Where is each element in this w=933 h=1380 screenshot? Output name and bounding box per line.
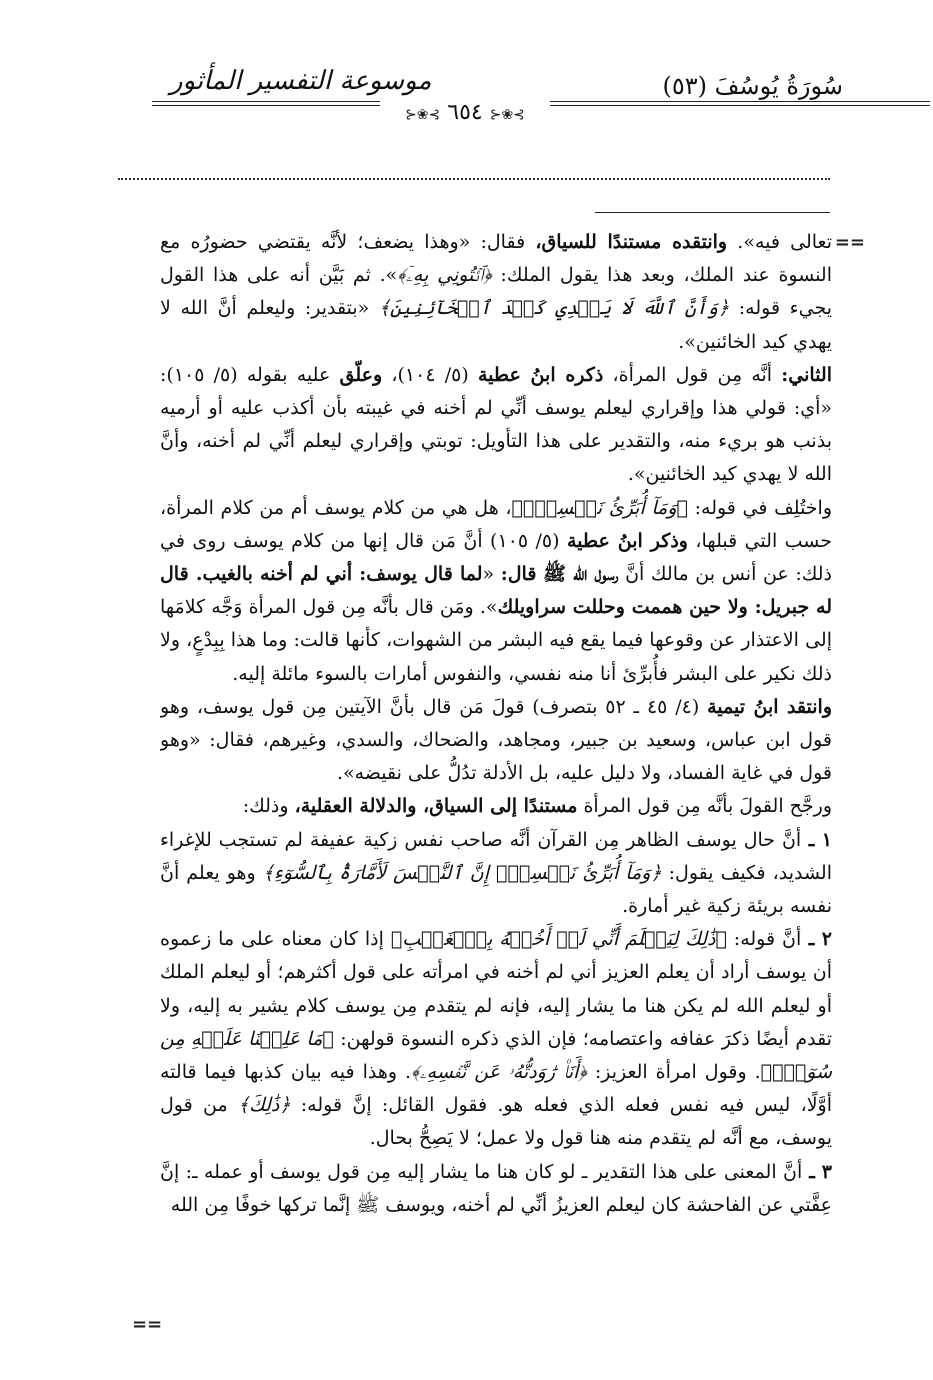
paragraph — [160, 359, 832, 492]
text-run: ». ثم بَيَّن أنه على هذا القول يجيء قوله: — [160, 264, 832, 320]
quran-quote: ﴿ذَٰلِكَ﴾ — [237, 1094, 291, 1117]
book-title: موسوعة التفسير المأثور — [170, 66, 432, 96]
text-run: ، هل هي من كلام يوسف أم من كلام المرأة، حسب التي قبلها، — [160, 496, 832, 552]
bold-text: وعلّق — [339, 363, 383, 386]
quran-quote: ﴿ذَٰلِكَ لِيَعۡلَمَ أَنِّي لَمۡ أَخُنۡهُ بِٱلۡغَيۡبِ﴾ — [390, 928, 727, 951]
text-run: . وهذا فيه بيان كذبها فيما قالته أوَّلًا، ليس فيه نفس فعله الذي فعله هو. فقول القائل: إنَّ قوله: — [160, 1061, 832, 1117]
dotted-separator — [118, 160, 830, 180]
text-run: وهو يعلم أنَّ نفسه بريئة زكية غير أمارة. — [160, 861, 832, 918]
page-header — [0, 0, 933, 140]
text-run: (٥/ ١٠٤)، — [382, 363, 478, 386]
paragraph — [160, 923, 832, 1155]
bold-text: ذكره ابنُ عطية — [477, 363, 604, 386]
page-number-box — [380, 99, 550, 127]
bold-text: وانتقده مستندًا للسياق، — [535, 231, 728, 253]
text-run: (٤/ ٤٥ ـ ٥٢ بتصرف) قولَ مَن قال بأنَّ الآيتين مِن قول يوسف، وهو قول ابن عباس، وسعيد بن جبير، ومجاهد، والضحاك، والسدي، وغيرهم، فقال: «وهو قول في غاية الفساد، ولا دليل عليه، بل الأدلة تدُلُّ على نقيضه». — [160, 695, 832, 785]
bold-text: رسول الله ﷺ — [543, 563, 619, 586]
quran-quote: ﴿وَمَآ أُبَرِّئُ نَفۡسِيٓۚ﴾ — [511, 496, 688, 519]
quran-quote: ﴿أَنَا۠ رَٰوَدتُّهُۥ عَن نَّفۡسِهِۦ﴾ — [411, 1061, 587, 1084]
bold-text: وذكر ابنُ عطية — [566, 529, 688, 552]
bold-text: قال: — [500, 563, 537, 586]
surah-title: سُورَةُ يُوسُفَ — [714, 72, 843, 100]
continuation-mark: == — [834, 232, 865, 253]
quran-quote: ﴿وَأَنَّ ٱللَّهَ لَا يَهۡدِي كَيۡدَ ٱلۡخَآئِنِينَ﴾ — [378, 297, 730, 320]
text-run: من قول يوسف، مع أنَّه لم يتقدم منه هنا قول ولا عمل؛ لا يَصِحُّ بحال. — [160, 1094, 832, 1150]
text-run: ». ومَن قال بأنَّه مِن قول المرأة وَجَّه كلامَها إلى الاعتذار عن وقوعها فيما يقع فيه البشر من الشهوات، كأنها قالت: وما هذا بِبِدْعٍ، ولا ذلك نكير على البشر فأُبرِّئ أنا منه نفسي، والنفوس أمارات بالسوء مائلة إليه. — [160, 596, 832, 685]
bold-text: ٢ ـ — [801, 928, 832, 951]
text-run: ورجَّح القولَ بأنَّه مِن قول المرأة — [577, 795, 832, 818]
footnote-body — [160, 226, 832, 1350]
text-run: أنَّ المعنى على هذا التقدير ـ لو كان هنا ما يشار إليه مِن قول يوسف أو عمله ـ: إنَّ عِفَّتي عن الفاحشة كان ليعلم العزيزُ أنِّي لم أخنه، ويوسف ﷺ إنَّما تركها خوفًا مِن الله — [160, 1160, 832, 1216]
surah-heading — [662, 72, 843, 100]
continuation-mark: == — [132, 1314, 163, 1335]
text-run: عليه بقوله (٥/ ١٠٥): «أي: قولي هذا وإقراري ليعلم يوسف أنِّي لم أخنه في غيبته بأن أكذب عليه أو أرميه بذنب هو بريء منه، والتقدير على هذا التأويل: توبتي وإقراري ليعلم أنِّي لم أخنه، وأنَّ الله لا يهدي كيد الخائنين». — [160, 363, 832, 486]
text-run: فقال: «وهذا يضعف؛ لأنَّه يقتضي حضورُه مع النسوة عند الملك، وبعد هذا يقول الملك: — [160, 231, 832, 287]
paragraph — [160, 790, 832, 823]
text-run: أنَّ حال يوسف الظاهر مِن القرآن أنَّه صاحب نفس زكية عفيفة لم تستجب للإغراء الشديد، فكيف يقول: — [160, 828, 832, 884]
bold-text: مستندًا إلى السياق، والدلالة العقلية، — [294, 795, 578, 818]
text-run: أنَّه مِن قول المرأة، — [603, 363, 782, 386]
quran-quote: ﴿مَا عَلِمۡنَا عَلَيۡهِ مِن سُوٓءٖۚ﴾ — [160, 1027, 832, 1084]
ornament-icon: ⊱❀⊰ — [405, 107, 441, 123]
page-number: ٦٥٤ — [447, 100, 483, 125]
verse-number: (٥٣) — [662, 72, 708, 100]
bold-text: ٣ ـ — [802, 1160, 832, 1183]
bold-text: الثاني: — [781, 363, 832, 386]
paragraph — [160, 824, 832, 924]
text-run: «بتقدير: وليعلم أنَّ الله لا يهدي كيد الخائنين». — [160, 297, 832, 353]
bold-text: ١ ـ — [801, 828, 832, 851]
paragraph — [160, 226, 832, 359]
paragraph — [160, 492, 832, 691]
text-run: وذلك: — [242, 795, 295, 818]
text-run: . وقول امرأة العزيز: — [586, 1061, 761, 1084]
text-run: واختُلِف في قوله: — [687, 496, 832, 519]
text-run: (٥/ ١٠٥) أنَّ مَن قال إنها من كلام يوسف روى في ذلك: عن أنس بن مالك أنَّ — [160, 529, 832, 586]
text-run: أنَّ قوله: — [726, 928, 802, 951]
footnote-rule — [595, 212, 830, 213]
quran-quote: ﴿ٱئۡتُونِي بِهِۦٓ﴾ — [397, 264, 492, 287]
text-run: إذا كان معناه على ما زعموه أن يوسف أراد أن يعلم العزيز أني لم أخنه في امرأته على قول أكثرهم؛ أو ليعلم الملك أو ليعلم الله لم يكن هنا ما يشار إليه، فإنه لم يتقدم مِن يوسف كلام يشير به إليه، ولا تقدم أيضًا ذكرَ عفافه واعتصامه؛ فإن الذي ذكره النسوة قولهن: — [160, 928, 832, 1050]
paragraph — [160, 1156, 832, 1222]
paragraph — [160, 691, 832, 791]
text-run: « — [482, 563, 501, 586]
bold-text: لما قال يوسف: أني لم أخنه بالغيب. قال له جبريل: ولا حين هممت وحللت سراويلك — [160, 563, 832, 619]
ornament-icon: ⊱❀⊰ — [489, 107, 525, 123]
bold-text: وانتقد ابنُ تيمية — [707, 695, 832, 718]
text-run: تعالى فيه». — [727, 231, 832, 253]
quran-quote: ﴿وَمَآ أُبَرِّئُ نَفۡسِيٓۚ إِنَّ ٱلنَّفۡسَ لَأَمَّارَةُۢ بِٱلسُّوٓءِ﴾ — [262, 861, 662, 884]
